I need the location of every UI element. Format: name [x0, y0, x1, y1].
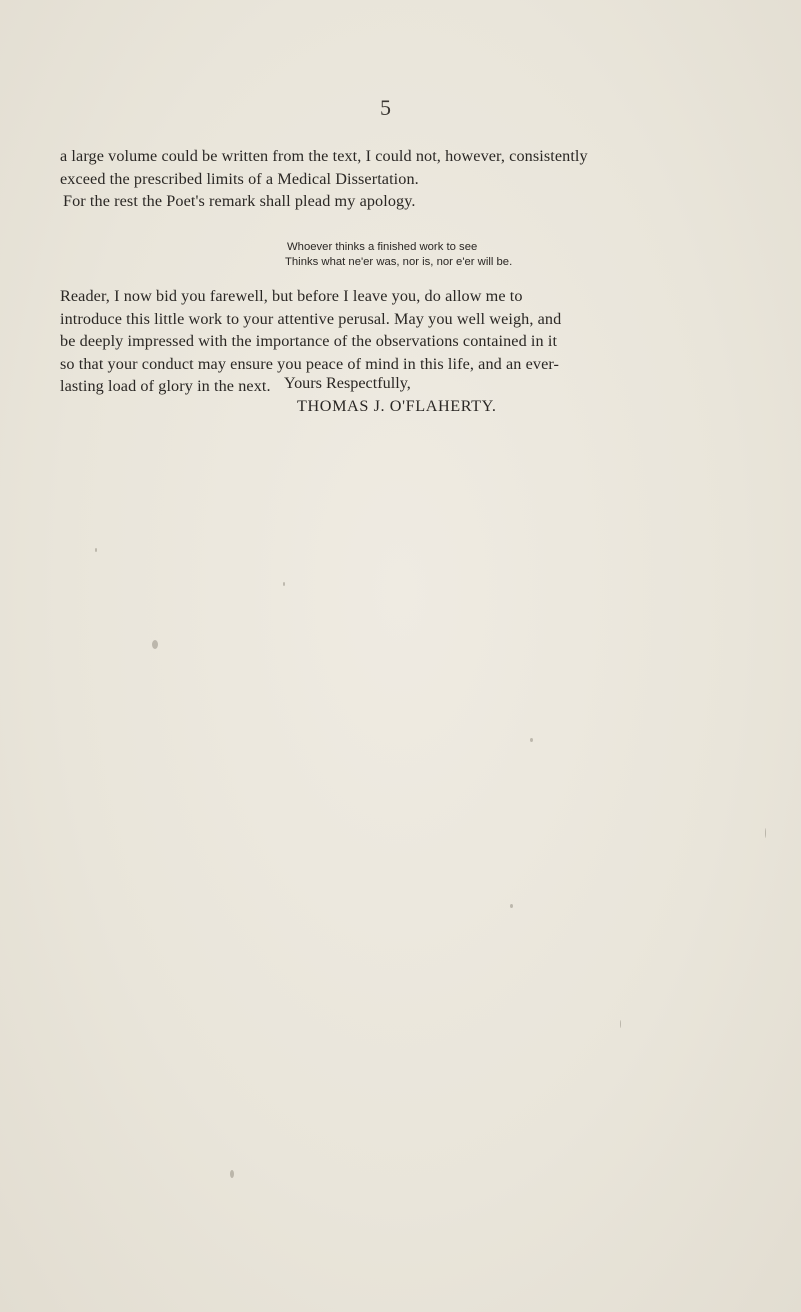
paper-speck — [152, 640, 158, 649]
paper-speck — [230, 1170, 234, 1178]
text-line: For the rest the Poet's remark shall plead my apology. — [63, 192, 416, 210]
verse-line: Thinks what ne'er was, nor is, nor e'er will be. — [285, 256, 513, 268]
verse-quotation — [287, 240, 512, 270]
paper-speck — [510, 904, 513, 908]
text-line: a large volume could be written from the text, I could not, however, consistently — [60, 147, 588, 165]
sign-off: Yours Respectfully, — [284, 374, 411, 392]
verse-line: Whoever thinks a finished work to see — [287, 241, 478, 253]
paper-speck — [530, 738, 533, 742]
paper-speck — [95, 548, 97, 552]
page-number: 5 — [380, 95, 391, 120]
paper-speck — [283, 582, 285, 586]
paper-speck — [620, 1020, 621, 1028]
text-line: exceed the prescribed limits of a Medical Dissertation. — [60, 169, 419, 188]
text-line: so that your conduct may ensure you peace of mind in this life, and an ever- — [60, 354, 560, 373]
signature-name: THOMAS J. O'FLAHERTY. — [297, 397, 497, 415]
text-line: introduce this little work to your attentive perusal. May you well weigh, and — [60, 309, 562, 328]
text-line: Reader, I now bid you farewell, but before I leave you, do allow me to — [60, 287, 523, 305]
text-line: be deeply impressed with the importance of the observations contained in it — [60, 332, 558, 350]
paper-speck — [765, 828, 766, 838]
text-line: lasting load of glory in the next. — [60, 377, 271, 395]
paragraph-dissertation-limits — [60, 145, 750, 213]
